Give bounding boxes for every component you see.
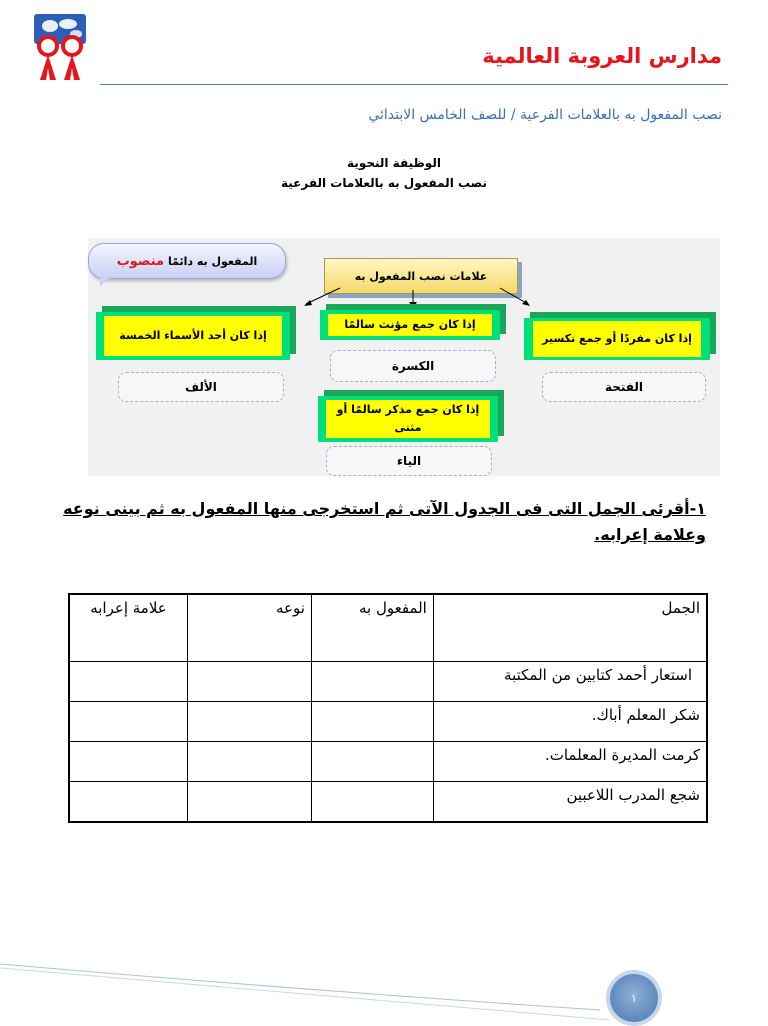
- sentence-cell: شجع المدرب اللاعبين: [433, 782, 707, 823]
- mark-box-center: الكسرة: [330, 350, 496, 382]
- page-number: ١: [631, 991, 637, 1005]
- condition-box-bottom: [318, 396, 498, 442]
- condition-box-left: [96, 312, 290, 360]
- answer-cell[interactable]: [69, 782, 187, 823]
- lesson-subtitle: نصب المفعول به بالعلامات الفرعية / للصف الخامس الابتدائي: [368, 107, 722, 123]
- header-sentences: الجمل: [433, 594, 707, 662]
- answer-cell[interactable]: [187, 742, 311, 782]
- diagram-head: علامات نصب المفعول به: [324, 258, 518, 294]
- sentence-cell: استعار أحمد كتابين من المكتبة: [433, 662, 707, 702]
- sentence-cell: كرمت المديرة المعلمات.: [433, 742, 707, 782]
- answer-cell[interactable]: [311, 702, 433, 742]
- condition-box-center: [320, 310, 500, 340]
- answer-cell[interactable]: [187, 662, 311, 702]
- mark-box-bottom: الياء: [326, 446, 492, 476]
- condition-text-left: إذا كان أحد الأسماء الخمسة: [104, 316, 282, 356]
- exercise-table: [68, 593, 708, 823]
- condition-box-right: [524, 318, 710, 360]
- table-header-row: [69, 594, 707, 662]
- answer-cell[interactable]: [187, 782, 311, 823]
- header-case-mark: علامة إعرابه: [69, 594, 187, 662]
- callout-tail: [100, 276, 112, 286]
- answer-cell[interactable]: [187, 702, 311, 742]
- callout-highlight: منصوب: [116, 253, 165, 269]
- answer-cell[interactable]: [69, 702, 187, 742]
- sentence-cell: شكر المعلم أباك.: [433, 702, 707, 742]
- answer-cell[interactable]: [69, 662, 187, 702]
- table-row: [69, 742, 707, 782]
- condition-text-right: إذا كان مفردًا أو جمع تكسير: [533, 321, 701, 357]
- table-row: [69, 702, 707, 742]
- condition-text-bottom: إذا كان جمع مذكر سالمًا أو مثنى: [326, 400, 490, 438]
- answer-cell[interactable]: [311, 742, 433, 782]
- table-row: [69, 782, 707, 823]
- header-object: المفعول به: [311, 594, 433, 662]
- question-1: ١-أقرئى الجمل التى فى الجدول الآتى ثم استخرجى منها المفعول به ثم بينى نوعه وعلامة إعرابه.: [63, 499, 706, 544]
- mark-box-left: الألف: [118, 372, 284, 402]
- school-name: مدارس العروبة العالمية: [482, 44, 722, 68]
- header-divider: [100, 84, 728, 85]
- condition-text-center: إذا كان جمع مؤنث سالمًا: [328, 314, 492, 336]
- callout-text: المفعول به دائمًا: [167, 254, 258, 268]
- section-title: الوظيفة النحوية: [347, 156, 441, 170]
- answer-cell[interactable]: [69, 742, 187, 782]
- table-row: [69, 662, 707, 702]
- section-subtitle: نصب المفعول به بالعلامات الفرعية: [280, 176, 488, 190]
- header-type: نوعه: [187, 594, 311, 662]
- page-number-badge: [606, 970, 662, 1026]
- mark-box-right: الفتحة: [542, 372, 706, 402]
- school-logo: [28, 12, 92, 84]
- answer-cell[interactable]: [311, 662, 433, 702]
- diagram-arrows: [300, 286, 540, 312]
- answer-cell[interactable]: [311, 782, 433, 823]
- callout-bubble: [88, 243, 286, 279]
